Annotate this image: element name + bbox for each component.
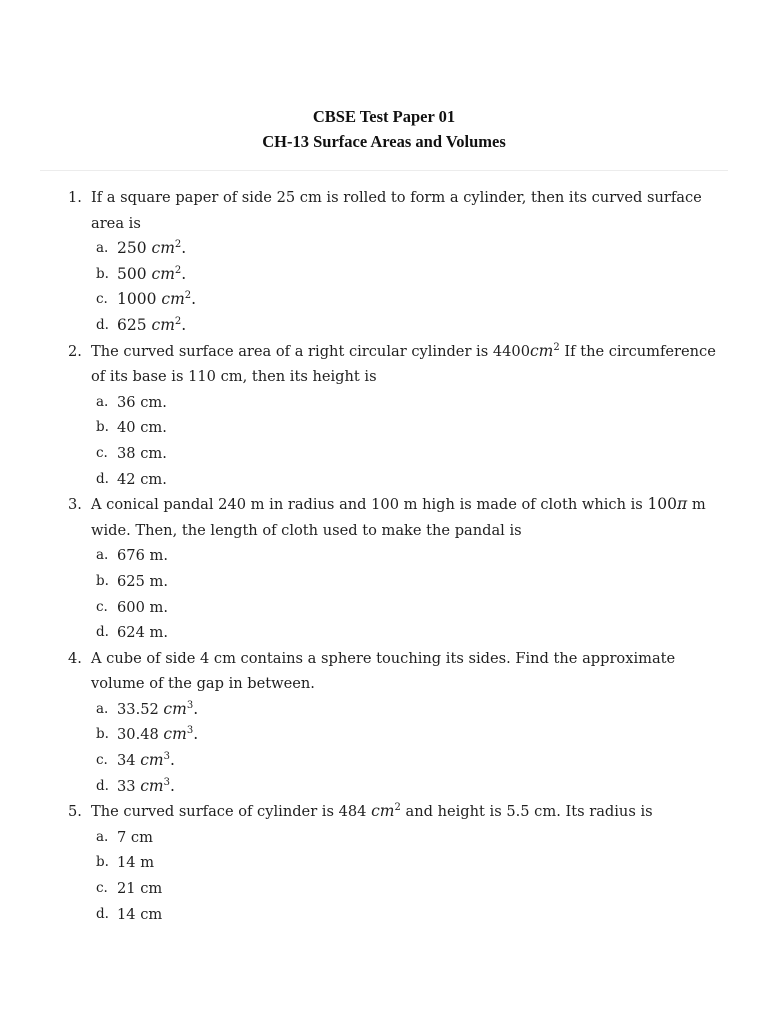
option-a [91,697,730,723]
option-b [91,262,730,288]
option-list [91,390,730,492]
question-text: If a square paper of side 25 cm is rolled to form a cylinder, then its curved surface area is [91,189,702,232]
option-c [91,441,730,467]
option-b [91,722,730,748]
question-3 [0,492,768,646]
option-text: 36 cm. [117,393,167,411]
question-text: The curved surface of cylinder is 484 $cm^2$ and height is 5.5 cm. Its radius is [91,802,653,821]
option-a [91,825,730,851]
option-letter: a. [96,828,109,845]
option-letter: d. [96,777,109,794]
option-d [91,774,730,800]
question-number: 5. [68,803,82,821]
option-value: 33.52 $cm^3$. [117,699,199,718]
option-letter: a. [96,547,109,564]
option-letter: c. [96,880,108,897]
option-text: 624 m. [117,624,168,642]
option-text: 21 cm [117,880,163,898]
option-list [91,543,730,645]
header-divider [40,170,728,171]
question-text: A conical pandal 240 m in radius and 100 m high is made of cloth which is 100π m wide. Then, the length of cloth used to make the pandal is [91,495,706,539]
option-list [91,825,730,927]
option-letter: b. [96,726,109,743]
option-letter: d. [96,905,109,922]
option-letter: c. [96,598,108,615]
question-4 [0,646,768,800]
option-text: 14 m [117,854,155,872]
question-number: 1. [68,189,82,206]
question-1 [0,185,768,339]
option-text: 600 m. [117,598,168,616]
option-letter: b. [96,572,109,589]
option-d [91,902,730,928]
option-c [91,287,730,313]
option-b [91,569,730,595]
option-b [91,850,730,876]
paper-header [0,104,768,154]
question-text: The curved surface area of a right circular cylinder is $4400cm^2$ If the circumference of its base is 110 cm, then its height is [91,341,716,386]
option-c [91,595,730,621]
option-text: 7 cm [117,828,153,846]
option-a [91,543,730,569]
option-text: 676 m. [117,547,168,565]
option-letter: a. [96,240,109,257]
option-math: 500 $cm^2$. [117,264,187,283]
option-text: 40 cm. [117,419,167,437]
option-d [91,620,730,646]
option-math: 1000 $cm^2$. [117,290,197,309]
question-5 [0,799,768,927]
option-c [91,876,730,902]
paper-title: CBSE Test Paper 01 [312,107,456,126]
option-text: 625 m. [117,572,168,590]
option-letter: c. [96,291,108,308]
option-math: 625 $cm^2$. [117,315,187,334]
question-number: 2. [68,342,82,360]
option-math: 250 $cm^2$. [117,239,187,258]
option-a [91,236,730,262]
option-text: 38 cm. [117,444,167,462]
option-list [91,236,730,338]
option-text: 14 cm [117,905,163,923]
option-letter: c. [96,444,108,461]
question-2 [0,339,768,493]
question-number: 4. [68,649,82,667]
option-letter: d. [96,470,109,487]
option-value: 34 $cm^3$. [117,751,175,770]
question-number: 3. [68,496,82,514]
option-value: 30.48 $cm^3$. [117,725,199,744]
option-text: 42 cm. [117,470,167,488]
question-list [0,185,768,927]
option-list [91,697,730,799]
option-b [91,415,730,441]
option-d [91,313,730,339]
option-value: 33 $cm^3$. [117,776,175,795]
option-letter: b. [96,854,109,871]
option-letter: c. [96,752,108,769]
option-letter: d. [96,624,109,641]
option-letter: a. [96,393,109,410]
option-a [91,390,730,416]
option-letter: b. [96,265,109,282]
option-d [91,467,730,493]
question-text: A cube of side 4 cm contains a sphere touching its sides. Find the approximate volume of the gap in between. [91,649,676,693]
option-c [91,748,730,774]
option-letter: b. [96,419,109,436]
option-letter: d. [96,316,109,333]
option-letter: a. [96,700,109,717]
paper-subtitle: CH-13 Surface Areas and Volumes [262,132,506,151]
